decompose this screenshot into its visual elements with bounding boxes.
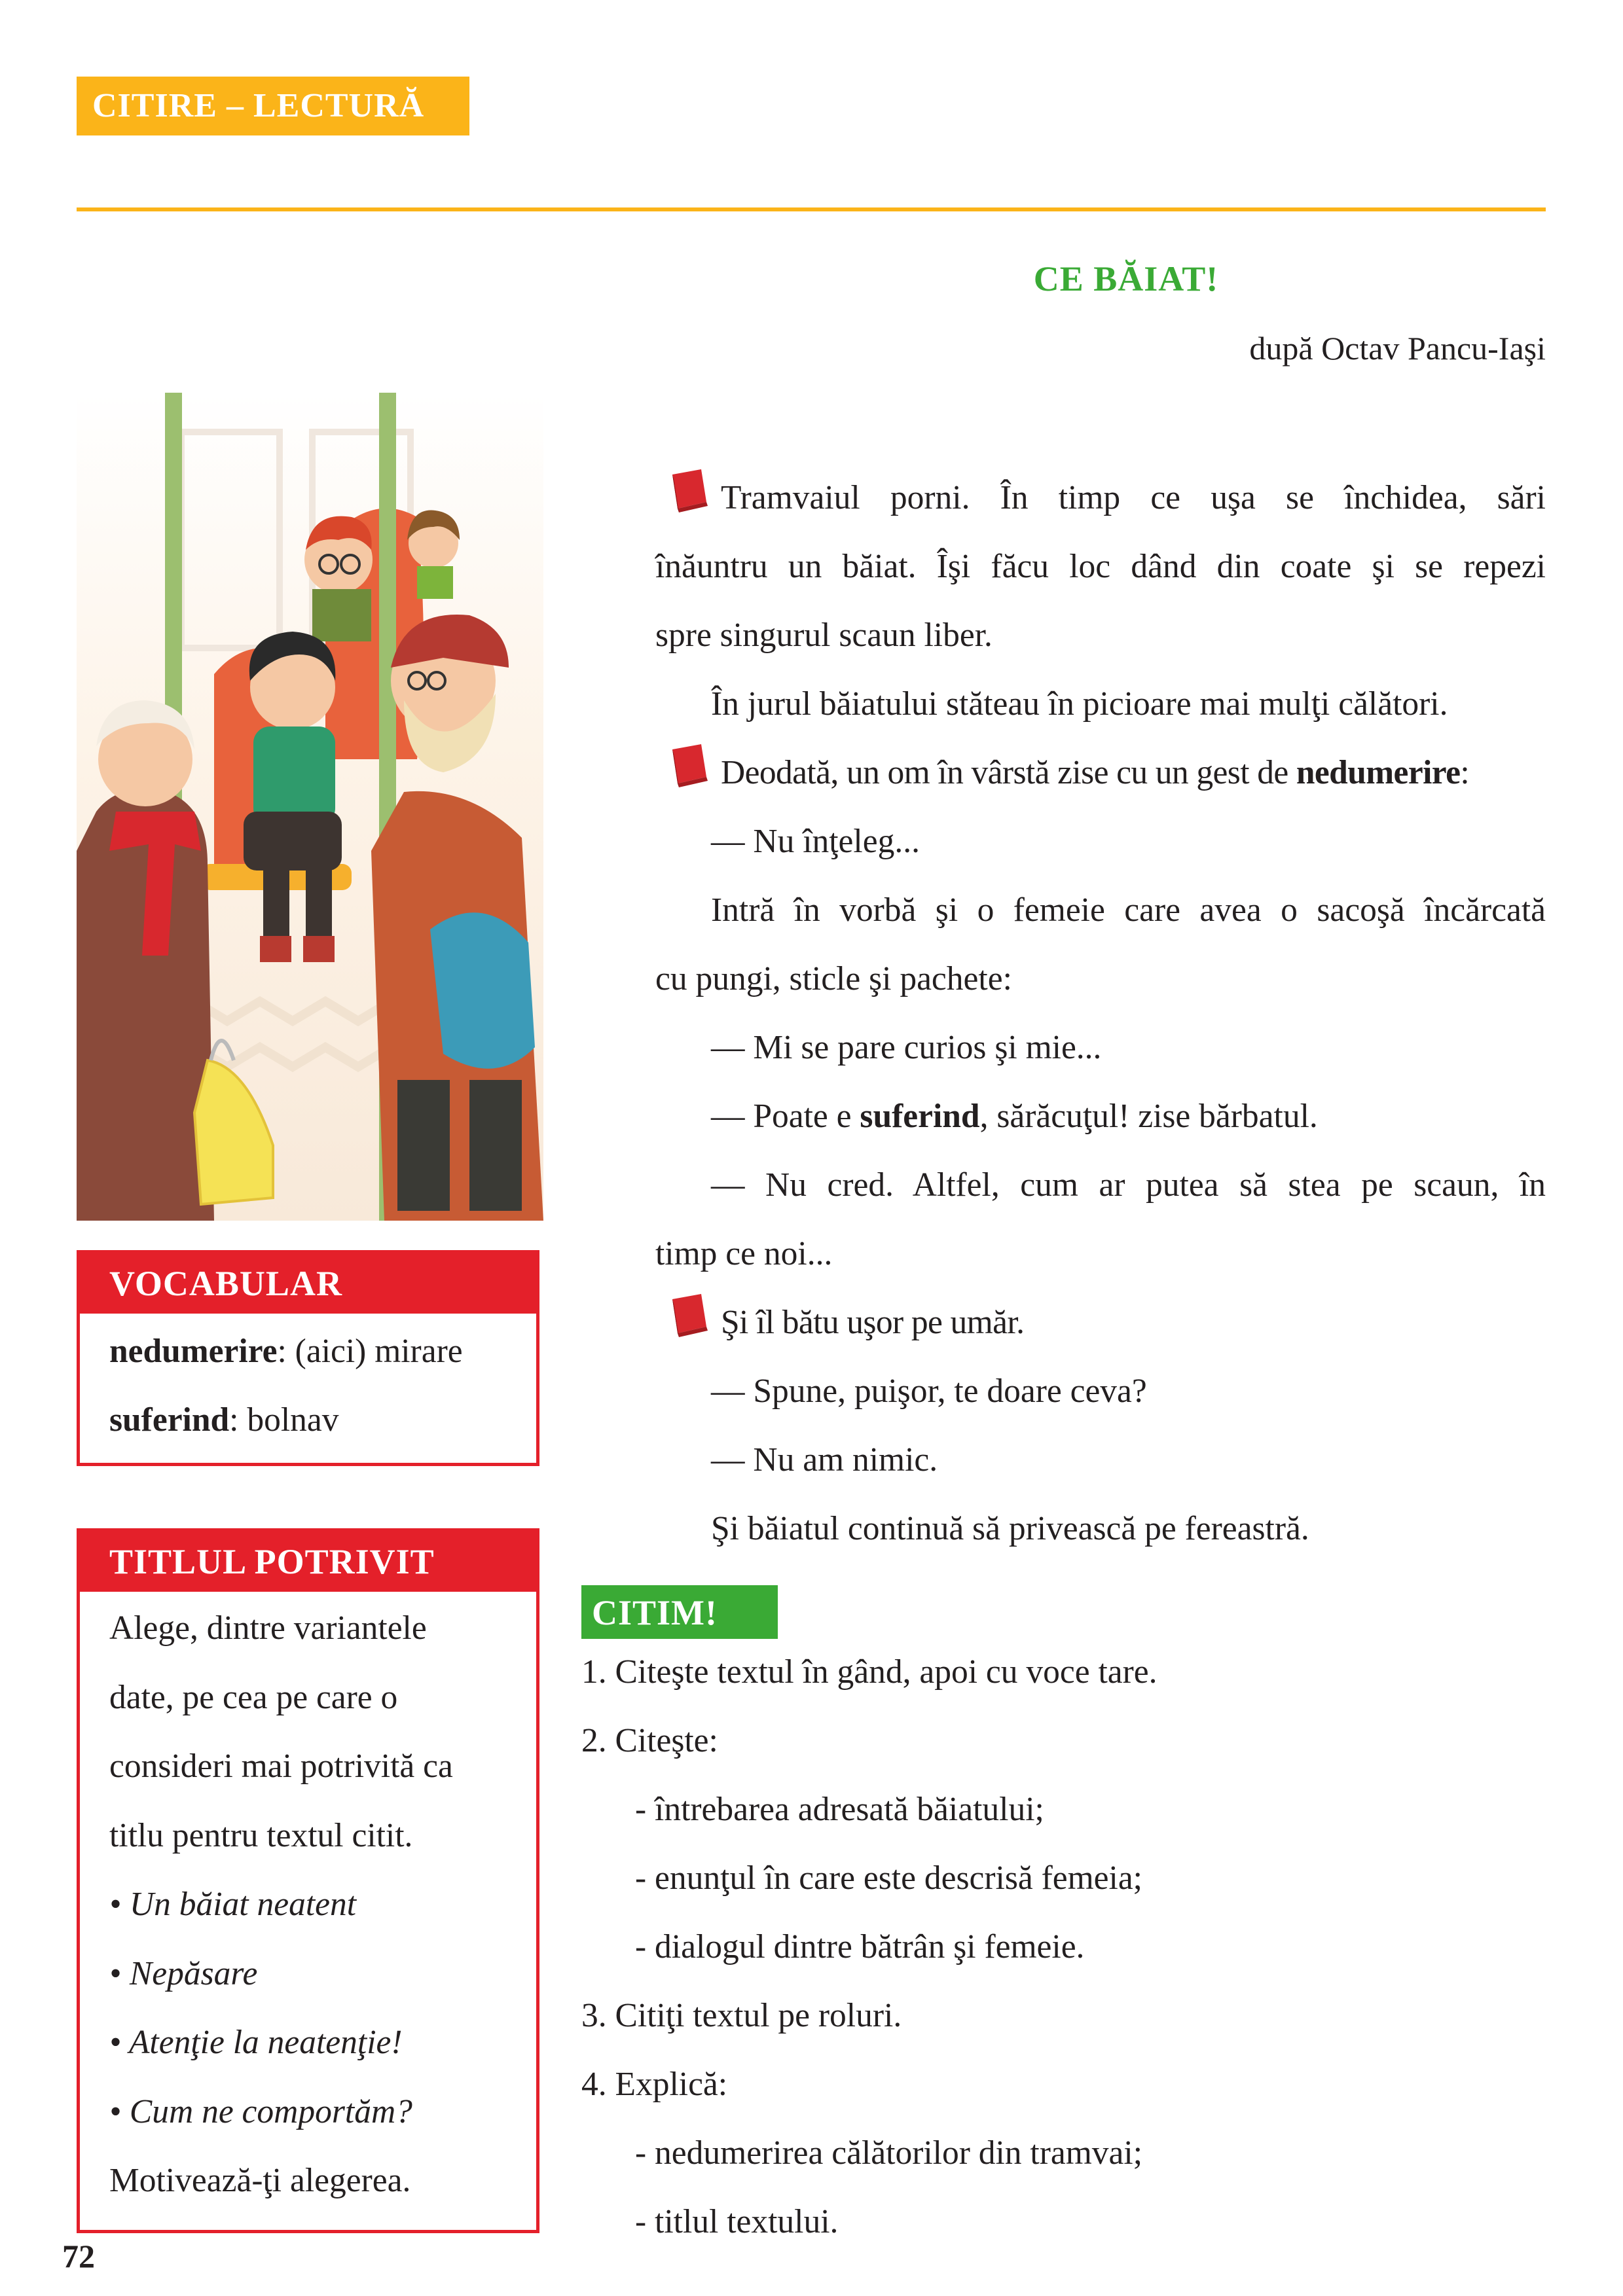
- story-line: Şi băiatul continuă să privească pe fereastră.: [711, 1510, 1309, 1547]
- title-option: • Atenţie la neatenţie!: [109, 2024, 403, 2061]
- tram-passengers-illustration: [77, 393, 543, 1221]
- dialogue-line: [655, 1082, 1546, 1151]
- story-line: Şi îl bătu uşor pe umăr.: [721, 1304, 1025, 1341]
- story-title: CE BĂIAT!: [1033, 259, 1219, 298]
- dialogue-line: — Mi se pare curios şi mie...: [711, 1029, 1102, 1066]
- section-tag: CITIRE – LECTURĂ: [77, 77, 469, 135]
- instruction-line: Alege, dintre variantele: [109, 1609, 427, 1647]
- title-choice-heading: TITLUL POTRIVIT: [80, 1532, 536, 1592]
- task-subitem: - nedumerirea călătorilor din tramvai;: [635, 2134, 1143, 2172]
- story-line: cu pungi, sticle şi pachete:: [655, 960, 1012, 997]
- story-line: timp ce noi...: [655, 1235, 833, 1272]
- vocabulary-entry: [109, 1317, 536, 1386]
- story-paragraph: [655, 1288, 1546, 1357]
- dialogue-line: — Nu înţeleg...: [711, 823, 920, 860]
- vocab-definition: : bolnav: [229, 1401, 339, 1439]
- header-rule: [77, 207, 1546, 211]
- story-line: înăuntru un băiat. Îşi făcu loc dând din coate şi se repezi: [655, 548, 1546, 585]
- story-body: [655, 463, 1546, 1563]
- dialogue-line: — Nu cred. Altfel, cum ar putea să stea pe scaun, în: [711, 1166, 1546, 1204]
- instruction-line: titlu pentru textul citit.: [109, 1816, 413, 1854]
- vocab-term-highlight: nedumerire: [1296, 754, 1461, 791]
- task-item: 1. Citeşte textul în gând, apoi cu voce tare.: [581, 1653, 1158, 1691]
- story-line: Intră în vorbă şi o femeie care avea o sacoşă încărcată: [711, 891, 1546, 929]
- book-icon: [667, 468, 710, 514]
- instruction-line: date, pe cea pe care o: [109, 1678, 398, 1716]
- vocab-definition: : (aici) mirare: [277, 1333, 463, 1370]
- story-line: :: [1460, 754, 1470, 791]
- task-item: 4. Explică:: [581, 2066, 728, 2103]
- title-option: • Nepăsare: [109, 1954, 258, 1992]
- task-subitem: - dialogul dintre bătrân şi femeie.: [635, 1928, 1085, 1965]
- reading-tasks: [581, 1638, 1158, 2256]
- story-line: , sărăcuţul! zise bărbatul.: [979, 1098, 1318, 1135]
- book-icon: [667, 1293, 710, 1338]
- vocab-term-highlight: suferind: [860, 1098, 980, 1135]
- title-choice-box: [77, 1528, 539, 2233]
- vocabulary-box: [77, 1250, 539, 1466]
- story-line: — Poate e: [711, 1098, 860, 1135]
- vocabulary-heading: VOCABULAR: [80, 1253, 536, 1314]
- vocabulary-entry: [109, 1386, 536, 1454]
- task-item: 3. Citiţi textul pe roluri.: [581, 1997, 902, 2034]
- title-option: • Un băiat neatent: [109, 1886, 357, 1923]
- task-item: 2. Citeşte:: [581, 1722, 718, 1759]
- page-number: 72: [62, 2238, 95, 2274]
- task-subitem: - enunţul în care este descrisă femeia;: [635, 1859, 1142, 1897]
- vocab-term: suferind: [109, 1401, 230, 1439]
- instruction-line: Motivează-ţi alegerea.: [109, 2162, 411, 2199]
- dialogue-line: — Nu am nimic.: [711, 1441, 938, 1479]
- story-line: Deodată, un om în vârstă zise cu un gest de: [721, 754, 1296, 791]
- task-subitem: - întrebarea adresată băiatului;: [635, 1791, 1044, 1828]
- story-paragraph: [655, 463, 1546, 532]
- vocab-term: nedumerire: [109, 1333, 278, 1370]
- instruction-line: consideri mai potrivită ca: [109, 1748, 453, 1785]
- title-option: • Cum ne comportăm?: [109, 2092, 412, 2130]
- story-author: după Octav Pancu-Iaşi: [1249, 330, 1546, 367]
- citim-tag: CITIM!: [581, 1585, 778, 1639]
- story-line: În jurul băiatului stăteau în picioare mai mulţi călători.: [711, 685, 1448, 723]
- story-line: Tramvaiul porni. În timp ce uşa se închidea, sări: [721, 479, 1546, 516]
- story-paragraph: [655, 738, 1546, 807]
- book-icon: [667, 743, 710, 789]
- story-line: spre singurul scaun liber.: [655, 617, 993, 654]
- dialogue-line: — Spune, puişor, te doare ceva?: [711, 1372, 1147, 1410]
- task-subitem: - titlul textului.: [635, 2203, 839, 2240]
